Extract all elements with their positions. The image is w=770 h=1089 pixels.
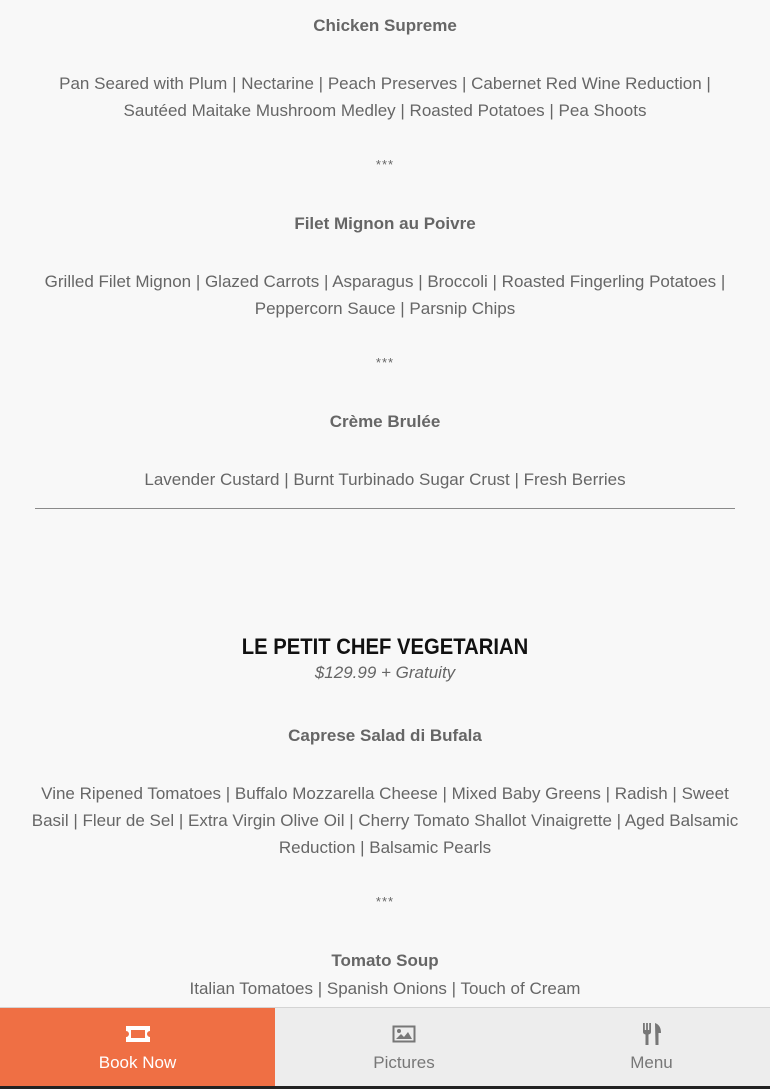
book-now-label: Book Now	[98, 1053, 177, 1072]
dish-description-filet-mignon: Grilled Filet Mignon | Glazed Carrots | Asparagus | Broccoli | Roasted Fingerling Potatoes | Peppercorn Sauce | Parsnip Chips	[44, 272, 726, 318]
dish-title-caprese-salad: Caprese Salad di Bufala	[288, 726, 482, 745]
separator: ***	[375, 894, 395, 909]
dish-description-caprese-salad: Vine Ripened Tomatoes | Buffalo Mozzarella Cheese | Mixed Baby Greens | Radish | Sweet Basil | Fleur de Sel | Extra Virgin Olive Oil | Cherry Tomato Shallot Vinaigrette | Aged Balsamic Reduction | Balsamic Pearls	[31, 784, 739, 857]
menu-button[interactable]	[533, 1008, 770, 1087]
section-divider	[35, 508, 735, 509]
pictures-button[interactable]	[275, 1008, 533, 1087]
separator: ***	[375, 355, 395, 370]
dish-description-creme-brulee: Lavender Custard | Burnt Turbinado Sugar Crust | Fresh Berries	[144, 470, 626, 489]
section-title: LE PETIT CHEF VEGETARIAN	[241, 634, 529, 659]
book-now-button[interactable]	[0, 1008, 275, 1087]
dish-title-chicken-supreme: Chicken Supreme	[313, 16, 457, 35]
dish-title-creme-brulee: Crème Brulée	[329, 412, 441, 431]
dish-title-tomato-soup: Tomato Soup	[331, 951, 439, 970]
menu-label: Menu	[630, 1053, 673, 1072]
dish-title-filet-mignon: Filet Mignon au Poivre	[294, 214, 476, 233]
dish-description-chicken-supreme: Pan Seared with Plum | Nectarine | Peach Preserves | Cabernet Red Wine Reduction | Sautéed Maitake Mushroom Medley | Roasted Potatoes | Pea Shoots	[59, 74, 711, 120]
dish-description-tomato-soup: Italian Tomatoes | Spanish Onions | Touch of Cream	[189, 979, 581, 998]
separator: ***	[375, 157, 395, 172]
section-price: $129.99 + Gratuity	[314, 663, 456, 682]
ticket-icon	[124, 1022, 152, 1046]
image-icon	[392, 1022, 416, 1046]
bottom-nav-bar	[0, 1007, 770, 1089]
fork-knife-icon	[641, 1022, 663, 1046]
pictures-label: Pictures	[373, 1053, 435, 1072]
